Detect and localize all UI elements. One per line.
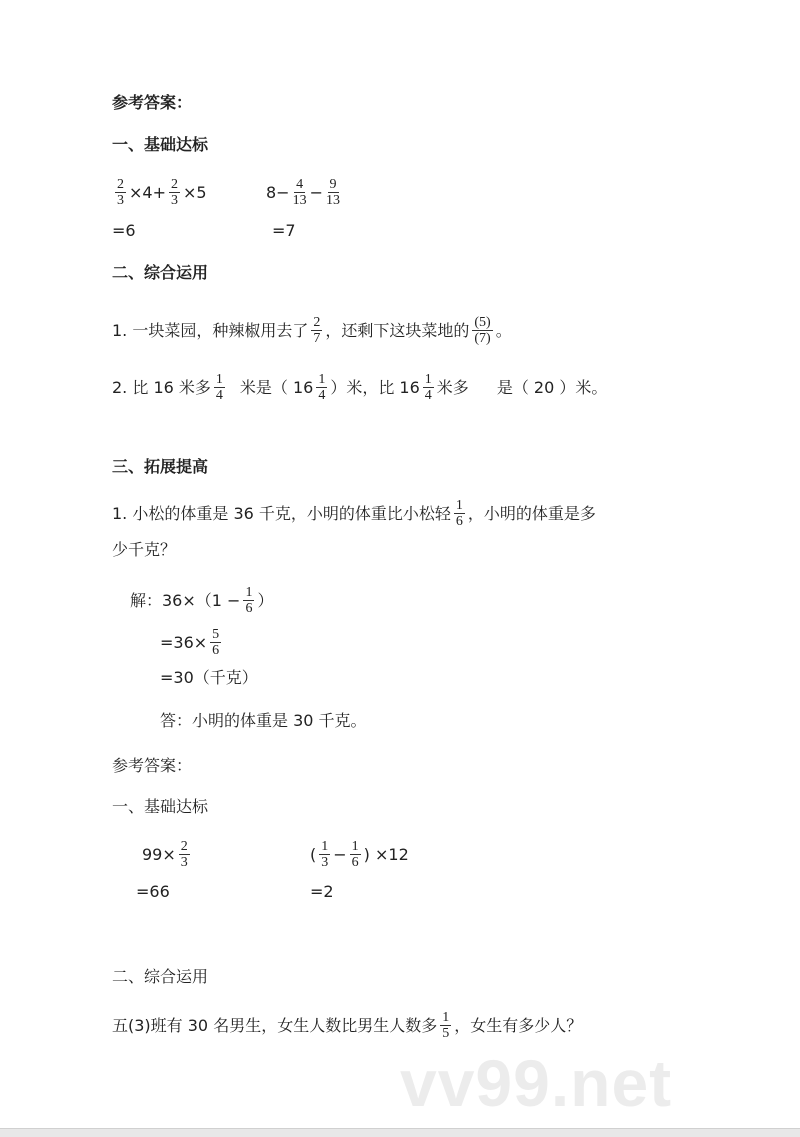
numerator: 1 bbox=[424, 372, 432, 387]
fraction bbox=[440, 1010, 451, 1041]
result-3: =66 bbox=[136, 882, 170, 901]
text-segment: 3 bbox=[171, 193, 178, 208]
text-segment: 13 bbox=[326, 193, 340, 208]
text-segment: 5 bbox=[442, 1026, 450, 1041]
text-segment: 6 bbox=[455, 514, 463, 529]
page-bottom-edge bbox=[0, 1128, 800, 1137]
text-segment: 2. 比 16 米多 bbox=[112, 377, 211, 397]
question-1 bbox=[112, 315, 512, 346]
solution-line-1 bbox=[130, 585, 273, 616]
text-segment: 7 bbox=[313, 331, 321, 346]
text-segment: 6 bbox=[351, 855, 359, 870]
text-segment: − bbox=[333, 844, 347, 864]
expression-3 bbox=[142, 839, 193, 870]
answer-title-2: 参考答案： bbox=[112, 756, 193, 775]
text-segment: 8− bbox=[266, 182, 290, 202]
result-2: =7 bbox=[272, 221, 296, 240]
text-segment: ，还剩下这块菜地的 bbox=[325, 320, 470, 340]
answer-title: 参考答案： bbox=[112, 93, 193, 112]
solution-line-2 bbox=[160, 627, 224, 658]
numerator: 1 bbox=[321, 839, 329, 854]
text-segment: ) ×12 bbox=[363, 844, 409, 864]
text-segment: 。 bbox=[495, 320, 512, 340]
text-segment: ( bbox=[310, 844, 317, 864]
question-3 bbox=[112, 498, 596, 529]
section-applied: 二、综合运用 bbox=[112, 263, 209, 282]
text-segment: − bbox=[309, 182, 323, 202]
text-segment: 是（ 20 ）米。 bbox=[496, 377, 608, 397]
text-segment: 99× bbox=[142, 844, 176, 864]
section-basic-2: 一、基础达标 bbox=[112, 797, 209, 816]
expression-2 bbox=[266, 177, 343, 208]
numerator: (5) bbox=[474, 315, 491, 330]
fraction bbox=[169, 177, 180, 208]
section-extension: 三、拓展提高 bbox=[112, 457, 209, 476]
fraction bbox=[115, 177, 126, 208]
text-segment: 4 bbox=[215, 388, 223, 403]
text-segment: 4 bbox=[424, 388, 432, 403]
numerator: 4 bbox=[296, 177, 304, 192]
fraction bbox=[179, 839, 190, 870]
section-applied-2: 二、综合运用 bbox=[112, 967, 209, 986]
fraction bbox=[293, 177, 307, 208]
expression-1 bbox=[112, 177, 207, 208]
numerator: 9 bbox=[329, 177, 337, 192]
text-segment: ×5 bbox=[183, 182, 207, 202]
text-segment: 6 bbox=[245, 601, 253, 616]
text-segment: ）米，比 16 bbox=[330, 377, 420, 397]
fraction bbox=[210, 627, 221, 658]
text-segment: =36× bbox=[160, 632, 208, 652]
result-4: =2 bbox=[310, 882, 334, 901]
question-2 bbox=[112, 372, 607, 403]
fraction bbox=[326, 177, 340, 208]
text-segment: 1. 一块菜园，种辣椒用去了 bbox=[112, 320, 309, 340]
text-segment: 3 bbox=[180, 855, 188, 870]
text-segment: ） bbox=[257, 590, 274, 610]
fraction bbox=[319, 839, 330, 870]
text-segment: 米多 bbox=[436, 377, 469, 397]
fraction bbox=[423, 372, 434, 403]
fraction bbox=[316, 372, 327, 403]
numerator: 1 bbox=[351, 839, 359, 854]
numerator: 2 bbox=[171, 177, 178, 192]
numerator: 2 bbox=[180, 839, 188, 854]
text-segment: ×4+ bbox=[129, 182, 166, 202]
fraction bbox=[472, 315, 492, 346]
result-1: =6 bbox=[112, 221, 136, 240]
fraction bbox=[243, 585, 254, 616]
numerator: 1 bbox=[442, 1010, 450, 1025]
text-segment: 五(3)班有 30 名男生，女生人数比男生人数多 bbox=[112, 1015, 438, 1035]
text-segment: 3 bbox=[117, 193, 124, 208]
text-segment: 1. 小松的体重是 36 千克，小明的体重比小松轻 bbox=[112, 503, 451, 523]
numerator: 1 bbox=[215, 372, 223, 387]
text-segment: 6 bbox=[212, 643, 220, 658]
section-basic: 一、基础达标 bbox=[112, 135, 209, 154]
question-4 bbox=[112, 1010, 582, 1041]
text-segment: 米是（ 16 bbox=[239, 377, 314, 397]
fraction bbox=[214, 372, 225, 403]
numerator: 2 bbox=[313, 315, 321, 330]
fraction bbox=[350, 839, 361, 870]
text-segment: 4 bbox=[318, 388, 326, 403]
text-segment: ，小明的体重是多 bbox=[467, 503, 596, 523]
solution-line-3: =30（千克） bbox=[160, 668, 258, 687]
numerator: 1 bbox=[455, 498, 463, 513]
numerator: 1 bbox=[318, 372, 326, 387]
fraction bbox=[454, 498, 465, 529]
text-segment: 13 bbox=[292, 193, 307, 208]
answer-line: 答：小明的体重是 30 千克。 bbox=[160, 711, 367, 730]
text-segment: (7) bbox=[474, 331, 491, 346]
numerator: 5 bbox=[212, 627, 220, 642]
watermark: vv99.net bbox=[400, 1046, 673, 1120]
expression-4 bbox=[310, 839, 409, 870]
numerator: 2 bbox=[117, 177, 124, 192]
question-3-cont: 少千克？ bbox=[112, 540, 177, 559]
text-segment: 3 bbox=[321, 855, 329, 870]
numerator: 1 bbox=[245, 585, 253, 600]
fraction bbox=[311, 315, 322, 346]
text-segment: 解：36×（1 − bbox=[130, 590, 241, 610]
text-segment: ，女生有多少人？ bbox=[454, 1015, 583, 1035]
